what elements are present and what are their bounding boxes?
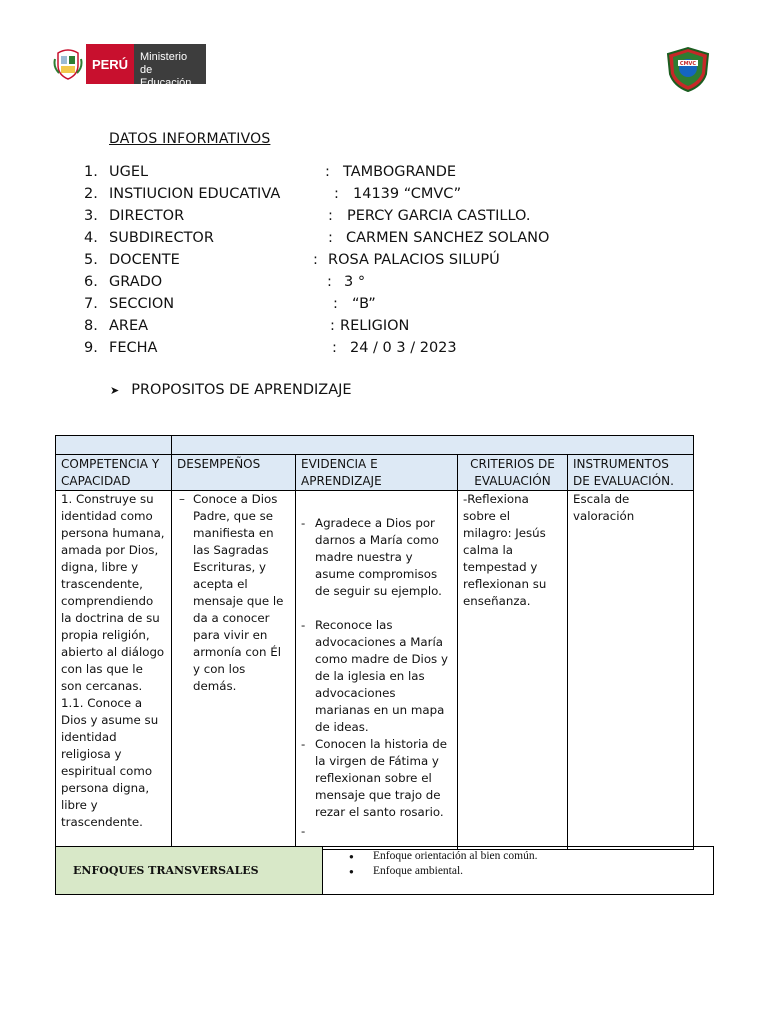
header-competencia: COMPETENCIA Y CAPACIDAD bbox=[56, 455, 172, 491]
info-separator: : bbox=[332, 340, 337, 356]
table-top-cell bbox=[56, 436, 172, 455]
desempeno-text: Conoce a Dios Padre, que se manifiesta en las Sagradas Escrituras, y acepta el mensaje que le da a conocer para vivir en armonía con Él y con los demás. bbox=[193, 492, 284, 693]
section-title: DATOS INFORMATIVOS bbox=[109, 131, 271, 147]
info-label: INSTIUCION EDUCATIVA bbox=[109, 186, 281, 202]
info-separator: : bbox=[325, 164, 330, 180]
header-instrumentos: INSTRUMENTOS DE EVALUACIÓN. bbox=[568, 455, 694, 491]
info-separator: : bbox=[330, 318, 335, 334]
peru-logo-label: PERÚ bbox=[86, 44, 134, 84]
info-value: 3 ° bbox=[344, 274, 366, 290]
criterio-cell bbox=[458, 491, 568, 850]
info-number: 6. bbox=[84, 274, 98, 290]
info-value: 24 / 0 3 / 2023 bbox=[350, 340, 457, 356]
info-separator: : bbox=[313, 252, 318, 268]
info-label: UGEL bbox=[109, 164, 149, 180]
enfoques-items-cell bbox=[323, 847, 714, 895]
ministry-logo-label bbox=[134, 44, 206, 89]
list-item: - Conocen la historia de la virgen de Fátima y reflexionan sobre el mensaje que trajo de rezar el santo rosario. bbox=[301, 736, 452, 821]
criterio-text: -Reflexiona sobre el milagro: Jesús calma la tempestad y reflexionan su enseñanza. bbox=[463, 492, 547, 608]
header-desempenos: DESEMPEÑOS bbox=[172, 455, 296, 491]
info-separator: : bbox=[334, 186, 339, 202]
list-item: - Reconoce las advocaciones a María como madre de Dios y de la iglesia en las advocaciones marianas en un mapa de ideas. bbox=[301, 617, 452, 736]
info-label: SUBDIRECTOR bbox=[109, 230, 214, 246]
info-value: “B” bbox=[352, 296, 376, 312]
school-crest-icon bbox=[664, 46, 712, 92]
list-item: ● Enfoque ambiental. bbox=[349, 864, 713, 879]
info-label: AREA bbox=[109, 318, 149, 334]
desempeno-item bbox=[177, 491, 290, 695]
info-number: 7. bbox=[84, 296, 98, 312]
info-label: GRADO bbox=[109, 274, 163, 290]
table-row bbox=[56, 491, 694, 850]
info-label: DOCENTE bbox=[109, 252, 180, 268]
competencia-cell bbox=[56, 491, 172, 850]
info-value: PERCY GARCIA CASTILLO. bbox=[347, 208, 531, 224]
evidencia-list bbox=[301, 515, 452, 840]
peru-shield-icon bbox=[50, 44, 86, 84]
evidencia-cell bbox=[296, 491, 458, 850]
enfoques-row bbox=[56, 847, 714, 895]
info-label: SECCION bbox=[109, 296, 175, 312]
capacidad-text: 1.1. Conoce a Dios y asume su identidad religiosa y espiritual como persona digna, libre y trascendente. bbox=[61, 696, 159, 829]
ministry-line-1: Ministerio bbox=[140, 51, 188, 63]
info-number: 1. bbox=[84, 164, 98, 180]
dash-bullet: – bbox=[179, 492, 185, 506]
info-label: DIRECTOR bbox=[109, 208, 185, 224]
arrow-bullet-icon: ➤ bbox=[110, 383, 120, 397]
info-separator: : bbox=[327, 274, 332, 290]
header-evidencia: EVIDENCIA E APRENDIZAJE bbox=[296, 455, 458, 491]
list-item: - Agradece a Dios por darnos a María como madre nuestra y asume compromisos de seguir su ejemplo. bbox=[301, 515, 452, 600]
info-value: 14139 “CMVC” bbox=[353, 186, 462, 202]
info-value: RELIGION bbox=[340, 318, 410, 334]
info-separator: : bbox=[328, 208, 333, 224]
info-number: 8. bbox=[84, 318, 98, 334]
info-value: ROSA PALACIOS SILUPÚ bbox=[328, 252, 500, 268]
purposes-title: PROPOSITOS DE APRENDIZAJE bbox=[131, 382, 352, 398]
svg-text:CMVC: CMVC bbox=[679, 61, 697, 67]
competencia-text: 1. Construye su identidad como persona humana, amada por Dios, digna, libre y trascendente, comprendiendo la doctrina de su propia religión, abierto al diálogo con las que le son cercanas. bbox=[61, 492, 165, 693]
info-number: 9. bbox=[84, 340, 98, 356]
table-top-cell bbox=[172, 436, 694, 455]
list-item: ● Enfoque orientación al bien común. bbox=[349, 849, 713, 864]
enfoques-list bbox=[349, 849, 713, 879]
enfoques-label: ENFOQUES TRANSVERSALES bbox=[56, 847, 323, 895]
info-separator: : bbox=[328, 230, 333, 246]
list-item bbox=[301, 823, 452, 840]
learning-purposes-table bbox=[55, 435, 694, 850]
info-number: 3. bbox=[84, 208, 98, 224]
table-top-row bbox=[56, 436, 694, 455]
desempeno-cell bbox=[172, 491, 296, 850]
enfoques-table bbox=[55, 846, 714, 895]
ministry-line-2: de Educación bbox=[140, 64, 192, 89]
info-value: CARMEN SANCHEZ SOLANO bbox=[346, 230, 550, 246]
instrumento-cell bbox=[568, 491, 694, 850]
info-separator: : bbox=[333, 296, 338, 312]
info-value: TAMBOGRANDE bbox=[343, 164, 457, 180]
info-label: FECHA bbox=[109, 340, 158, 356]
header-criterios: CRITERIOS DE EVALUACIÓN bbox=[458, 455, 568, 491]
info-number: 5. bbox=[84, 252, 98, 268]
info-number: 4. bbox=[84, 230, 98, 246]
instrumento-text: Escala de valoración bbox=[573, 492, 635, 523]
info-number: 2. bbox=[84, 186, 98, 202]
purposes-heading bbox=[110, 382, 352, 398]
minedu-logo bbox=[50, 44, 206, 89]
table-header-row bbox=[56, 455, 694, 491]
